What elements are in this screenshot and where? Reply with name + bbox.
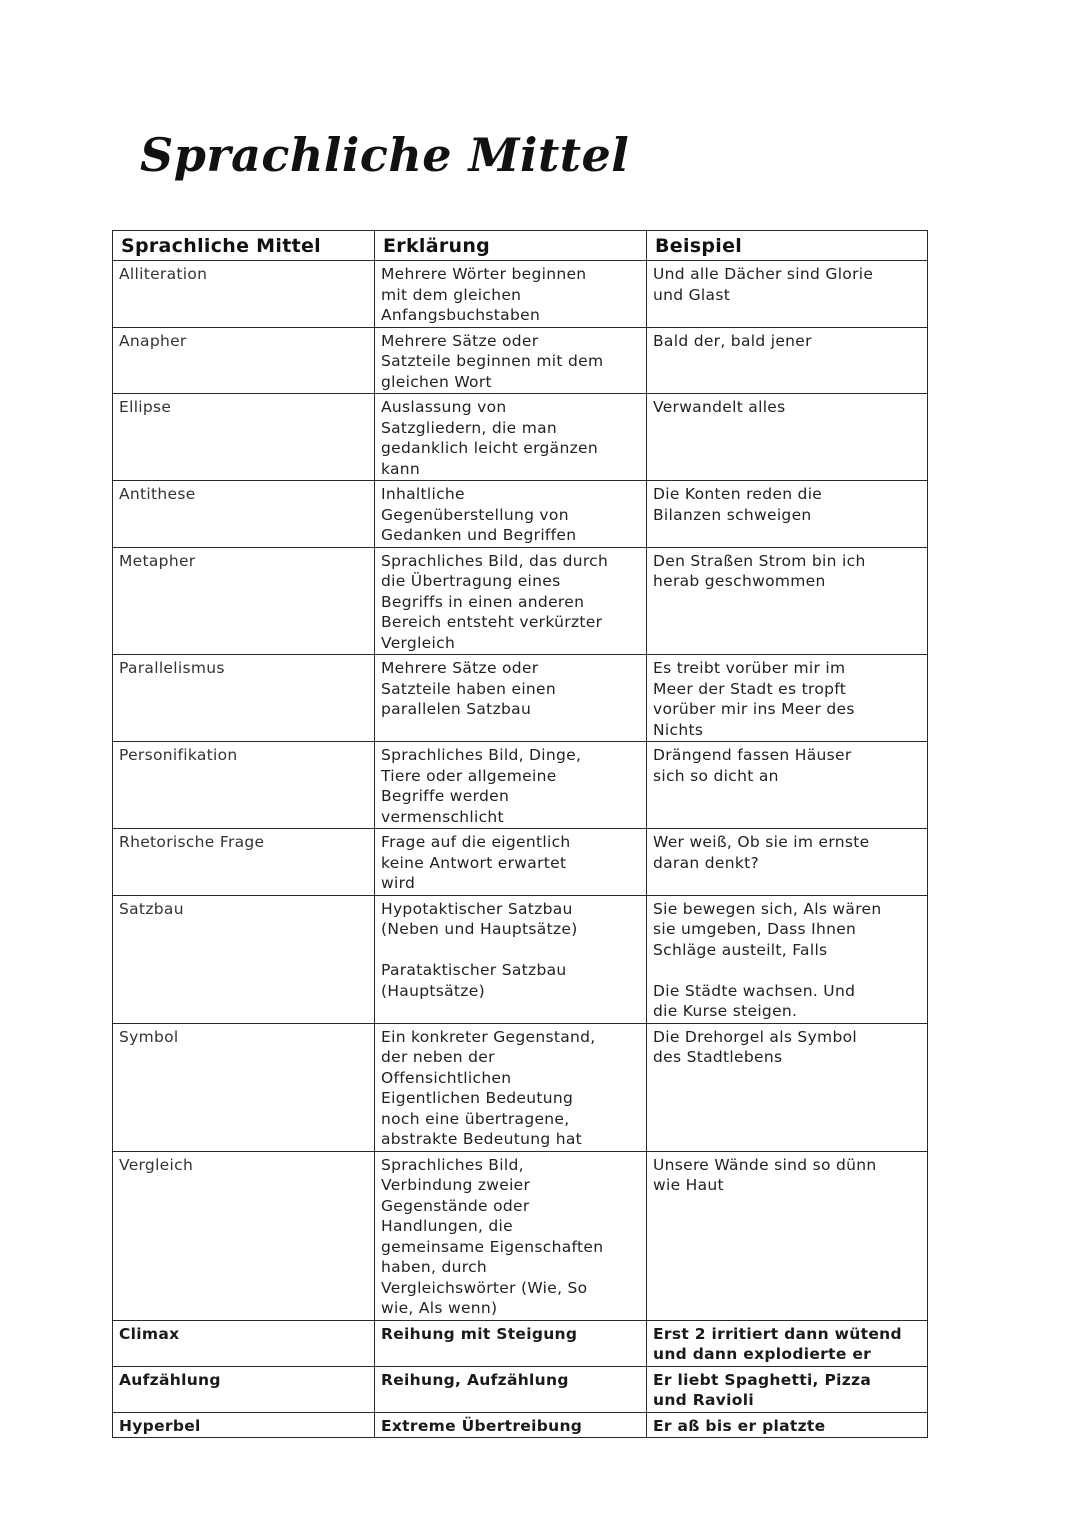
- device-name-cell: Aufzählung: [113, 1366, 375, 1412]
- table-body: [113, 261, 928, 1438]
- table-row: [113, 1412, 928, 1438]
- explanation-cell: Mehrere Sätze oder Satzteile haben einen parallelen Satzbau: [375, 655, 647, 742]
- device-name-cell: Rhetorische Frage: [113, 829, 375, 896]
- explanation-cell: Auslassung von Satzgliedern, die man gedanklich leicht ergänzen kann: [375, 394, 647, 481]
- explanation-cell: Extreme Übertreibung: [375, 1412, 647, 1438]
- device-name-cell: Parallelismus: [113, 655, 375, 742]
- device-name-cell: Antithese: [113, 481, 375, 548]
- device-name-cell: Ellipse: [113, 394, 375, 481]
- table-row: [113, 481, 928, 548]
- example-cell: Es treibt vorüber mir im Meer der Stadt es tropft vorüber mir ins Meer des Nichts: [647, 655, 928, 742]
- header-example: Beispiel: [647, 231, 928, 261]
- example-cell: Und alle Dächer sind Glorie und Glast: [647, 261, 928, 328]
- example-cell: Erst 2 irritiert dann wütend und dann explodierte er: [647, 1320, 928, 1366]
- device-name-cell: Anapher: [113, 327, 375, 394]
- table-header-row: [113, 231, 928, 261]
- example-cell: Bald der, bald jener: [647, 327, 928, 394]
- explanation-cell: Hypotaktischer Satzbau (Neben und Hauptsätze) Parataktischer Satzbau (Hauptsätze): [375, 895, 647, 1023]
- example-cell: Die Drehorgel als Symbol des Stadtlebens: [647, 1023, 928, 1151]
- explanation-cell: Sprachliches Bild, Verbindung zweier Gegenstände oder Handlungen, die gemeinsame Eigenschaften haben, durch Vergleichswörter (Wie, So wie, Als wenn): [375, 1151, 647, 1320]
- device-name-cell: Vergleich: [113, 1151, 375, 1320]
- device-name-cell: Satzbau: [113, 895, 375, 1023]
- table-row: [113, 327, 928, 394]
- example-cell: Die Konten reden die Bilanzen schweigen: [647, 481, 928, 548]
- explanation-cell: Ein konkreter Gegenstand, der neben der Offensichtlichen Eigentlichen Bedeutung noch eine übertragene, abstrakte Bedeutung hat: [375, 1023, 647, 1151]
- table-row: [113, 1366, 928, 1412]
- explanation-cell: Sprachliches Bild, das durch die Übertragung eines Begriffs in einen anderen Bereich entsteht verkürzter Vergleich: [375, 547, 647, 655]
- explanation-cell: Reihung, Aufzählung: [375, 1366, 647, 1412]
- device-name-cell: Hyperbel: [113, 1412, 375, 1438]
- table-row: [113, 895, 928, 1023]
- explanation-cell: Mehrere Wörter beginnen mit dem gleichen Anfangsbuchstaben: [375, 261, 647, 328]
- example-cell: Sie bewegen sich, Als wären sie umgeben, Dass Ihnen Schläge austeilt, Falls Die Städte wachsen. Und die Kurse steigen.: [647, 895, 928, 1023]
- stylistic-devices-table: [112, 230, 928, 1438]
- explanation-cell: Frage auf die eigentlich keine Antwort erwartet wird: [375, 829, 647, 896]
- table-row: [113, 1151, 928, 1320]
- device-name-cell: Climax: [113, 1320, 375, 1366]
- header-explanation: Erklärung: [375, 231, 647, 261]
- table-row: [113, 547, 928, 655]
- table-row: [113, 742, 928, 829]
- example-cell: Den Straßen Strom bin ich herab geschwommen: [647, 547, 928, 655]
- table-row: [113, 394, 928, 481]
- device-name-cell: Personifikation: [113, 742, 375, 829]
- example-cell: Wer weiß, Ob sie im ernste daran denkt?: [647, 829, 928, 896]
- explanation-cell: Inhaltliche Gegenüberstellung von Gedanken und Begriffen: [375, 481, 647, 548]
- table-row: [113, 655, 928, 742]
- table-row: [113, 829, 928, 896]
- explanation-cell: Reihung mit Steigung: [375, 1320, 647, 1366]
- example-cell: Verwandelt alles: [647, 394, 928, 481]
- device-name-cell: Metapher: [113, 547, 375, 655]
- header-device: Sprachliche Mittel: [113, 231, 375, 261]
- table-row: [113, 1023, 928, 1151]
- device-name-cell: Symbol: [113, 1023, 375, 1151]
- example-cell: Drängend fassen Häuser sich so dicht an: [647, 742, 928, 829]
- explanation-cell: Sprachliches Bild, Dinge, Tiere oder allgemeine Begriffe werden vermenschlicht: [375, 742, 647, 829]
- device-name-cell: Alliteration: [113, 261, 375, 328]
- example-cell: Unsere Wände sind so dünn wie Haut: [647, 1151, 928, 1320]
- example-cell: Er liebt Spaghetti, Pizza und Ravioli: [647, 1366, 928, 1412]
- table-row: [113, 1320, 928, 1366]
- example-cell: Er aß bis er platzte: [647, 1412, 928, 1438]
- table-row: [113, 261, 928, 328]
- explanation-cell: Mehrere Sätze oder Satzteile beginnen mit dem gleichen Wort: [375, 327, 647, 394]
- page-title: Sprachliche Mittel: [140, 128, 630, 182]
